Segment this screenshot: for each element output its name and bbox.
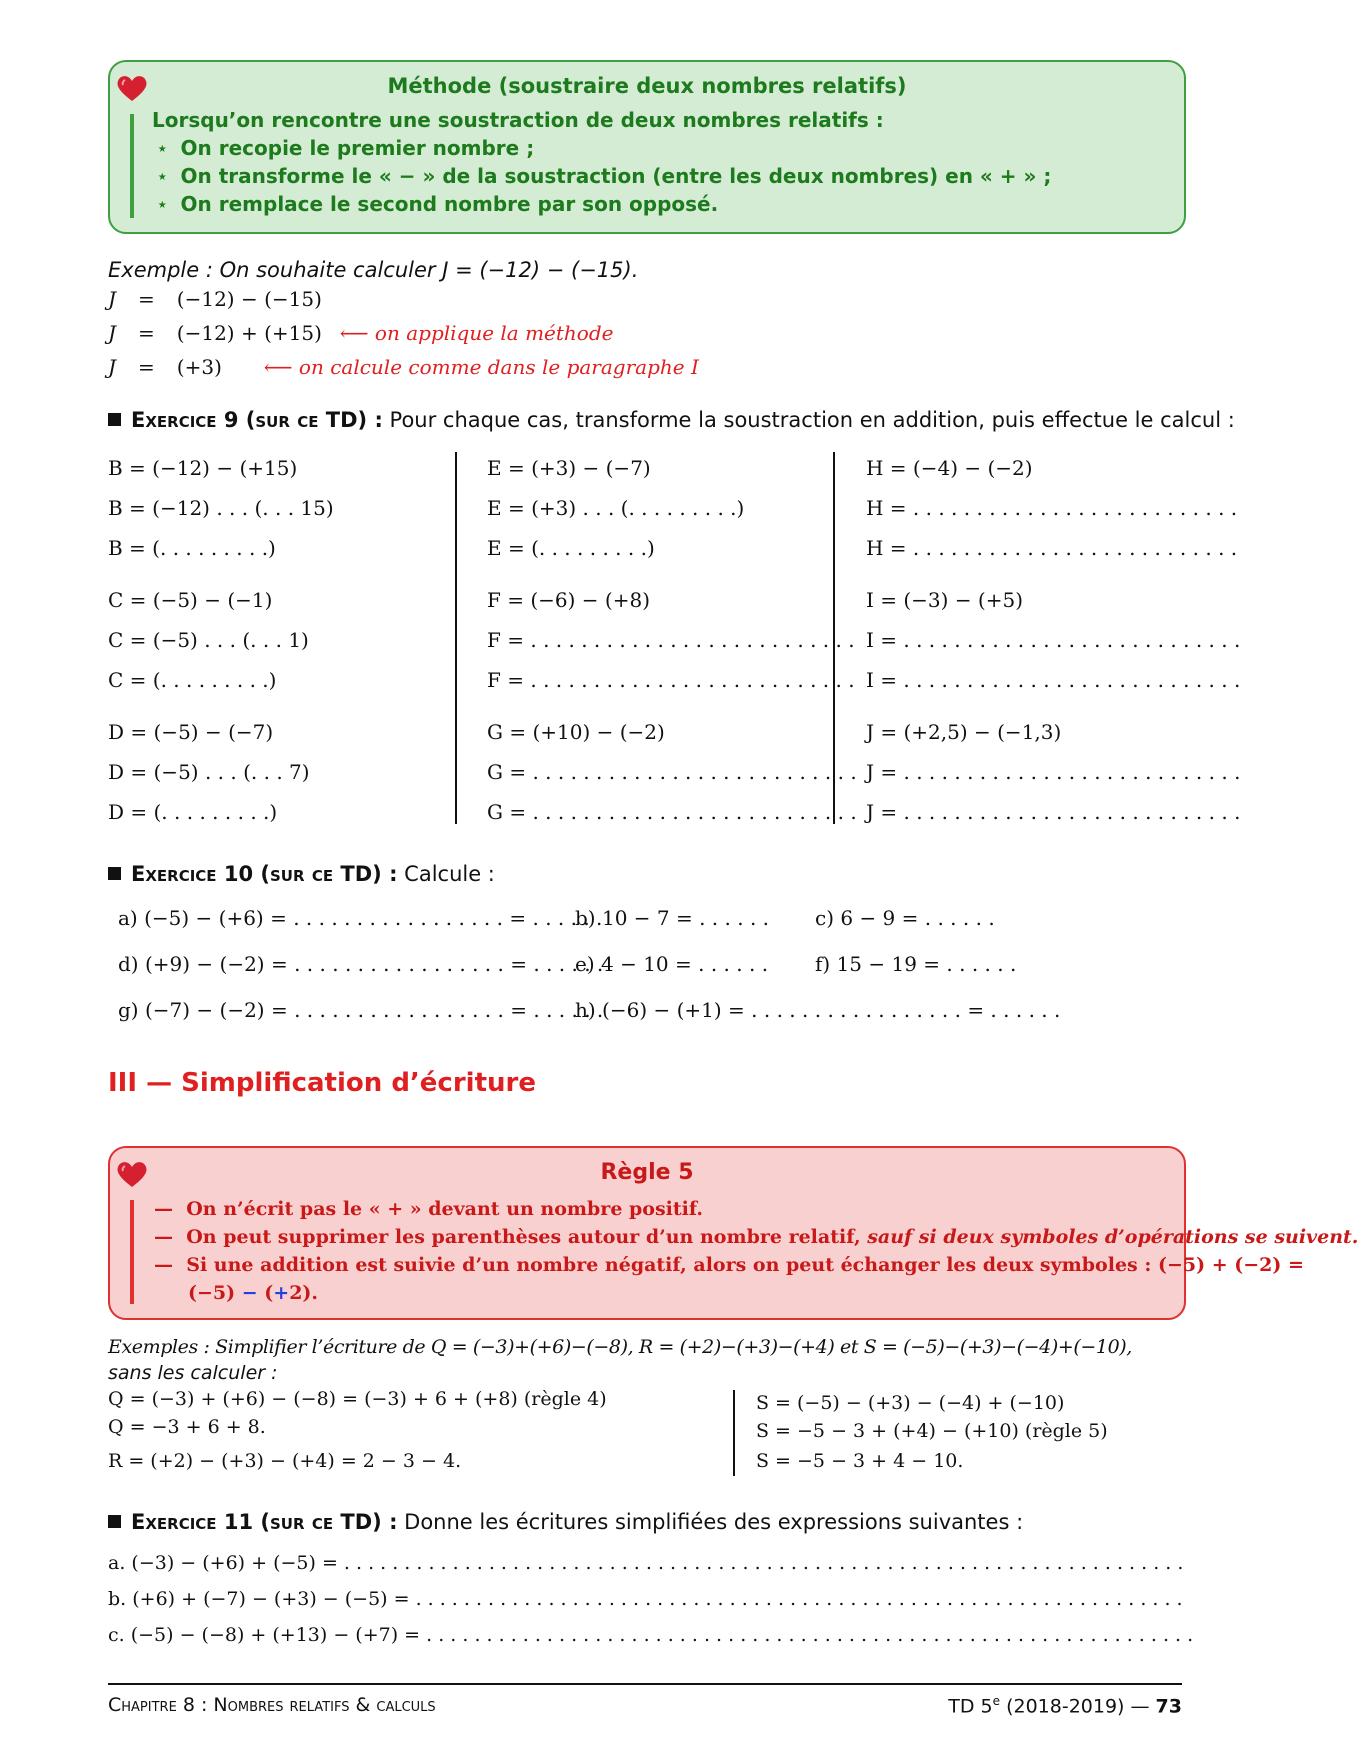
method-box xyxy=(108,60,1186,234)
ex9-line: D = (−5) . . . (. . . 7) xyxy=(108,760,310,784)
rule-item: — On n’écrit pas le « + » devant un nombre positif. xyxy=(154,1198,704,1220)
example-right-line: S = −5 − 3 + (+4) − (+10) (règle 5) xyxy=(756,1420,1108,1442)
ex9-header: Exercice 9 (sur ce TD) : Pour chaque cas, transforme la soustraction en addition, puis effectue le calcul : xyxy=(108,408,1235,432)
ex9-line: F = . . . . . . . . . . . . . . . . . . . . . . . . . . xyxy=(487,668,855,692)
ex9-line: C = (−5) . . . (. . . 1) xyxy=(108,628,309,652)
example-left-line: Q = −3 + 6 + 8. xyxy=(108,1416,266,1438)
ex9-line: E = (+3) . . . (. . . . . . . . .) xyxy=(487,496,745,520)
method-item: ⋆ On remplace le second nombre par son opposé. xyxy=(156,192,719,216)
ex9-line: F = . . . . . . . . . . . . . . . . . . . . . . . . . . xyxy=(487,628,855,652)
example-line: J = (+3) ⟵ on calcule comme dans le paragraphe I xyxy=(108,355,699,379)
ex9-line: I = . . . . . . . . . . . . . . . . . . . . . . . . . . . xyxy=(866,628,1241,652)
example-note: ⟵ on calcule comme dans le paragraphe I xyxy=(263,355,699,379)
ex11-item: b. (+6) + (−7) − (+3) − (−5) = . . . . . . . . . . . . . . . . . . . . . . . . . . . . . . . . . . . . . . . . . . . . . . . . . . . . . . . . . . . . . . . . xyxy=(108,1588,1183,1610)
ex9-line: G = (+10) − (−2) xyxy=(487,720,665,744)
ex9-line: B = (−12) − (+15) xyxy=(108,456,298,480)
ex11-header: Exercice 11 (sur ce TD) : Donne les écritures simplifiées des expressions suivantes : xyxy=(108,1510,1023,1534)
method-item: ⋆ On recopie le premier nombre ; xyxy=(156,136,535,160)
rule-item-continued: (−5) − (+2). xyxy=(188,1282,319,1304)
example-line: J = (−12) − (−15) xyxy=(108,287,322,311)
ex9-line: B = (. . . . . . . . .) xyxy=(108,536,276,560)
rule-bar xyxy=(130,1200,134,1304)
ex9-line: C = (. . . . . . . . .) xyxy=(108,668,277,692)
footer-chapter: Chapitre 8 : Nombres relatifs & calculs xyxy=(108,1694,436,1716)
ex11-item: c. (−5) − (−8) + (+13) − (+7) = . . . . . . . . . . . . . . . . . . . . . . . . . . . . . . . . . . . . . . . . . . . . . . . . . . . . . . . . . . . . . . . . xyxy=(108,1624,1194,1646)
ex10-item: g) (−7) − (−2) = . . . . . . . . . . . . . . . . . = . . . . . . xyxy=(118,998,604,1022)
ex9-line: I = . . . . . . . . . . . . . . . . . . . . . . . . . . . xyxy=(866,668,1241,692)
ex9-line: H = . . . . . . . . . . . . . . . . . . . . . . . . . . xyxy=(866,536,1238,560)
examples-intro: sans les calculer : xyxy=(108,1362,278,1384)
footer-page-info: TD 5e (2018-2019) — 73 xyxy=(948,1694,1182,1718)
square-bullet-icon xyxy=(108,867,121,880)
footer-rule xyxy=(108,1683,1182,1685)
rule-box xyxy=(108,1146,1358,1320)
example-note: ⟵ on applique la méthode xyxy=(339,321,614,345)
examples-intro: Exemples : Simplifier l’écriture de Q = (−3)+(+6)−(−8), R = (+2)−(+3)−(+4) et S = (−5)−(+3)−(−4)+(−10), xyxy=(108,1336,1132,1358)
rule-item: — Si une addition est suivie d’un nombre négatif, alors on peut échanger les deux symboles : (−5) + (−2) = xyxy=(154,1254,1304,1276)
ex9-line: I = (−3) − (+5) xyxy=(866,588,1024,612)
section-title: III — Simplification d’écriture xyxy=(108,1068,536,1098)
ex9-line: J = (+2,5) − (−1,3) xyxy=(866,720,1062,744)
ex9-line: G = . . . . . . . . . . . . . . . . . . . . . . . . . . xyxy=(487,800,857,824)
example-line: J = (−12) + (+15) ⟵ on applique la méthode xyxy=(108,321,614,345)
ex10-item: h) (−6) − (+1) = . . . . . . . . . . . . . . . . . = . . . . . . xyxy=(575,998,1061,1022)
ex9-line: E = (. . . . . . . . .) xyxy=(487,536,655,560)
ex9-line: H = (−4) − (−2) xyxy=(866,456,1033,480)
column-divider xyxy=(733,1390,735,1476)
ex9-line: J = . . . . . . . . . . . . . . . . . . . . . . . . . . . xyxy=(866,760,1241,784)
ex10-item: e) 4 − 10 = . . . . . . xyxy=(575,952,769,976)
ex10-item: d) (+9) − (−2) = . . . . . . . . . . . . . . . . . = . . . . . . xyxy=(118,952,604,976)
ex9-line: H = . . . . . . . . . . . . . . . . . . . . . . . . . . xyxy=(866,496,1238,520)
example-left-line: Q = (−3) + (+6) − (−8) = (−3) + 6 + (+8) (règle 4) xyxy=(108,1388,607,1410)
ex9-line: E = (+3) − (−7) xyxy=(487,456,651,480)
column-divider xyxy=(455,452,457,824)
rule-item: — On peut supprimer les parenthèses autour d’un nombre relatif, sauf si deux symboles d’opérations se suivent. xyxy=(154,1226,1358,1248)
example-left-line: R = (+2) − (+3) − (+4) = 2 − 3 − 4. xyxy=(108,1450,462,1472)
example-right-line: S = (−5) − (+3) − (−4) + (−10) xyxy=(756,1392,1065,1414)
ex10-item: b) 10 − 7 = . . . . . . xyxy=(575,906,770,930)
method-item: ⋆ On transforme le « − » de la soustraction (entre les deux nombres) en « + » ; xyxy=(156,164,1052,188)
ex9-line: G = . . . . . . . . . . . . . . . . . . . . . . . . . . xyxy=(487,760,857,784)
square-bullet-icon xyxy=(108,1515,121,1528)
ex9-line: B = (−12) . . . (. . . 15) xyxy=(108,496,334,520)
ex9-line: F = (−6) − (+8) xyxy=(487,588,650,612)
ex10-item: c) 6 − 9 = . . . . . . xyxy=(815,906,995,930)
ex9-line: J = . . . . . . . . . . . . . . . . . . . . . . . . . . . xyxy=(866,800,1241,824)
ex11-item: a. (−3) − (+6) + (−5) = . . . . . . . . . . . . . . . . . . . . . . . . . . . . . . . . . . . . . . . . . . . . . . . . . . . . . . . . . . . . . . . . . . . . . . xyxy=(108,1552,1184,1574)
ex9-line: C = (−5) − (−1) xyxy=(108,588,273,612)
ex9-line: D = (−5) − (−7) xyxy=(108,720,274,744)
ex10-item: f) 15 − 19 = . . . . . . xyxy=(815,952,1017,976)
example-intro: Exemple : On souhaite calculer J = (−12) − (−15). xyxy=(108,258,639,282)
rule-title: Règle 5 xyxy=(600,1160,694,1185)
ex10-header: Exercice 10 (sur ce TD) : Calcule : xyxy=(108,862,495,886)
example-right-line: S = −5 − 3 + 4 − 10. xyxy=(756,1450,964,1472)
ex9-line: D = (. . . . . . . . .) xyxy=(108,800,278,824)
method-intro: Lorsqu’on rencontre une soustraction de deux nombres relatifs : xyxy=(152,108,884,132)
method-title: Méthode (soustraire deux nombres relatifs) xyxy=(387,74,907,98)
page-number: 73 xyxy=(1155,1695,1182,1718)
square-bullet-icon xyxy=(108,413,121,426)
ex10-item: a) (−5) − (+6) = . . . . . . . . . . . . . . . . . = . . . . . . xyxy=(118,906,603,930)
method-bar xyxy=(130,114,134,218)
